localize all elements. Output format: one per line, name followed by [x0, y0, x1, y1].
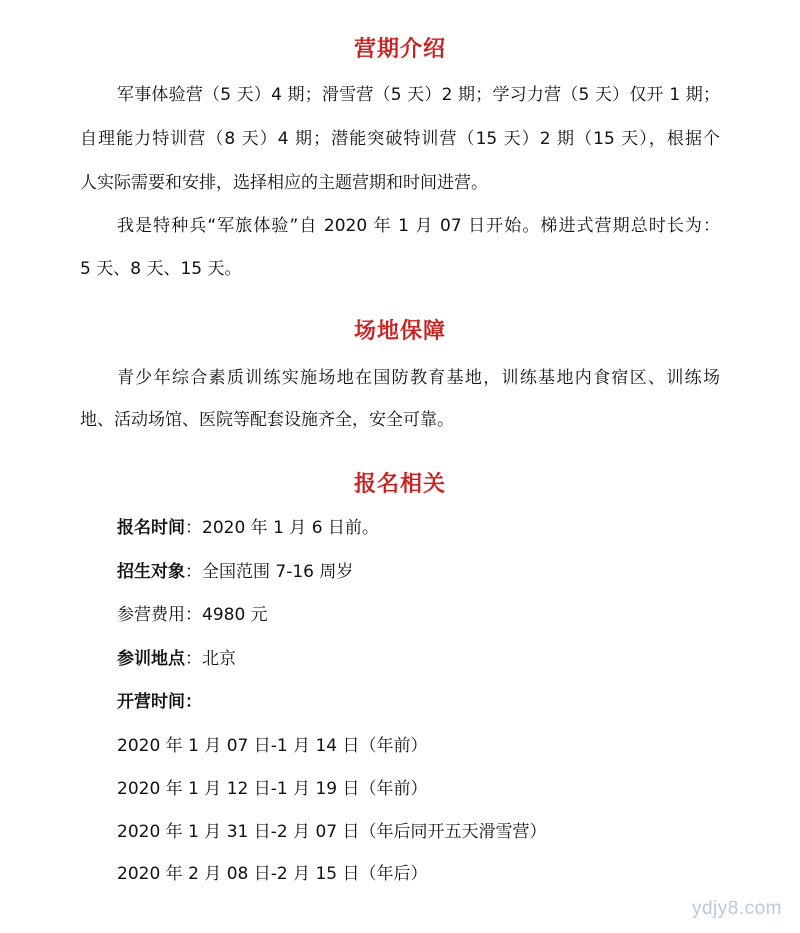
- registration-fee: 参营费用：4980 元: [117, 605, 268, 625]
- camp-intro-line-3: 人实际需要和安排，选择相应的主题营期和时间进营。: [80, 173, 488, 193]
- section-title-camp-intro: 营期介绍: [353, 37, 446, 62]
- registration-target: [117, 560, 353, 584]
- schedule-item-3: 2020 年 1 月 31 日-2 月 07 日（年后同开五天滑雪营）: [117, 822, 547, 842]
- registration-deadline-value: ：2020 年 1 月 6 日前。: [185, 518, 379, 538]
- camp-intro-line-4: 我是特种兵“军旅体验”自 2020 年 1 月 07 日开始。梯进式营期总时长为：: [117, 216, 720, 236]
- schedule-item-4: 2020 年 2 月 08 日-2 月 15 日（年后）: [117, 864, 428, 884]
- site-watermark: ydjy8.com: [691, 898, 782, 919]
- section-title-registration: 报名相关: [353, 472, 446, 497]
- registration-schedule-label: 开营时间: [117, 692, 185, 712]
- registration-deadline-label: 报名时间: [117, 518, 185, 538]
- registration-location: [117, 647, 236, 671]
- registration-deadline: [117, 516, 379, 540]
- registration-schedule-suffix: ：: [185, 692, 202, 712]
- venue-line-2: 地、活动场馆、医院等配套设施齐全，安全可靠。: [80, 410, 454, 430]
- camp-intro-line-1: 军事体验营（5 天）4 期；滑雪营（5 天）2 期；学习力营（5 天）仅开 1 期；: [117, 85, 720, 105]
- schedule-item-1: 2020 年 1 月 07 日-1 月 14 日（年前）: [117, 736, 428, 756]
- registration-location-label: 参训地点: [117, 649, 185, 669]
- section-title-venue: 场地保障: [353, 319, 446, 344]
- registration-target-value: ：全国范围 7-16 周岁: [185, 562, 354, 582]
- camp-intro-line-2: 自理能力特训营（8 天）4 期；潜能突破特训营（15 天）2 期（15 天），根据个: [80, 129, 720, 149]
- venue-line-1: 青少年综合素质训练实施场地在国防教育基地，训练基地内食宿区、训练场: [117, 368, 720, 388]
- registration-schedule-heading: [117, 690, 202, 714]
- camp-intro-line-5: 5 天、8 天、15 天。: [80, 259, 242, 279]
- schedule-item-2: 2020 年 1 月 12 日-1 月 19 日（年前）: [117, 779, 428, 799]
- registration-target-label: 招生对象: [117, 562, 185, 582]
- registration-location-value: ：北京: [185, 649, 236, 669]
